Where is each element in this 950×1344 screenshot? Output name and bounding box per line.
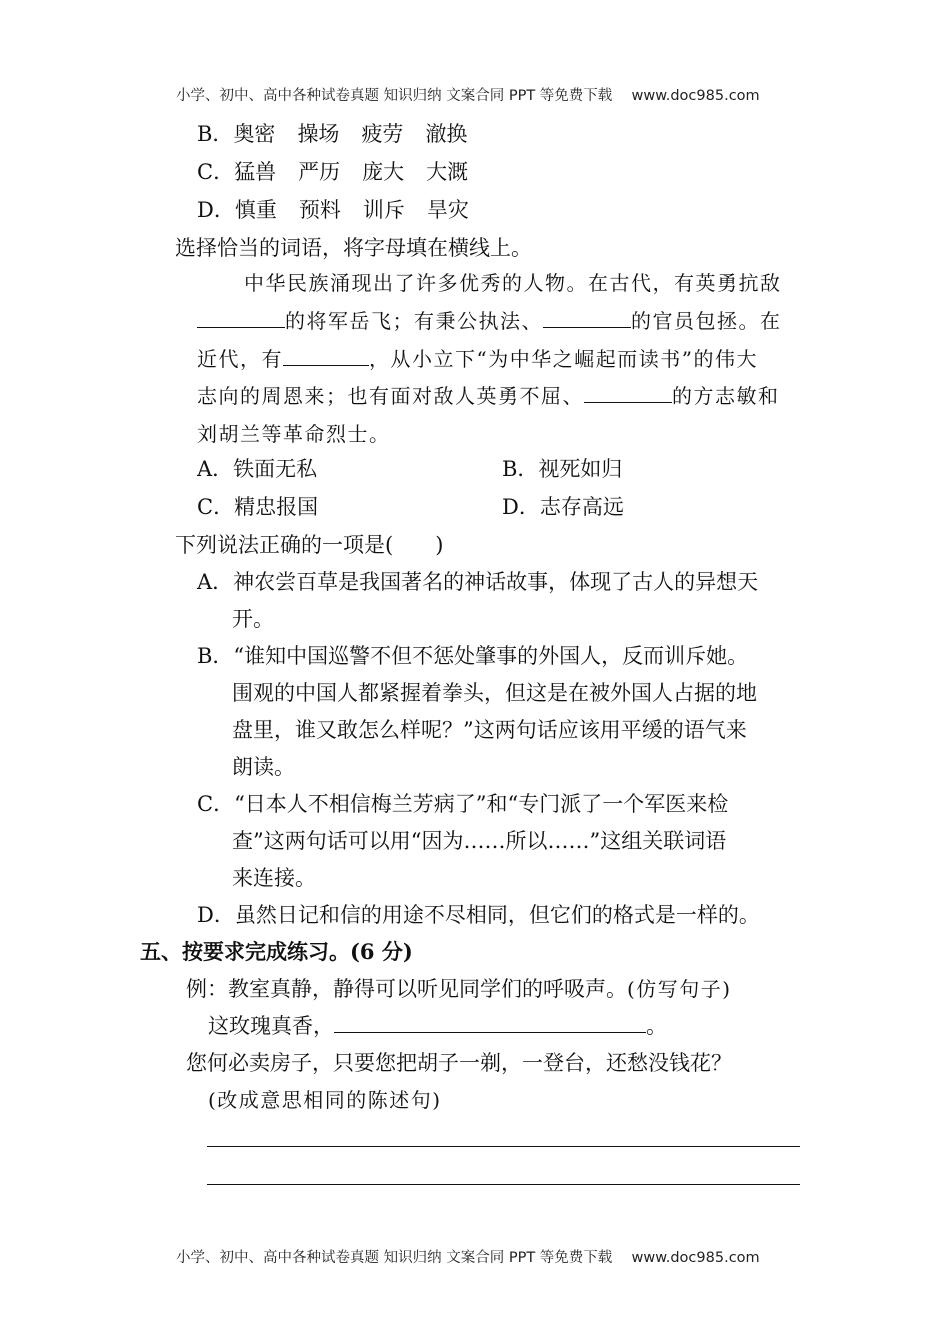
passage-text: ，从小立下“为中华之崛起而读书”的伟大 <box>369 347 758 371</box>
answer-line[interactable] <box>207 1146 800 1147</box>
answer-blank[interactable] <box>334 1012 646 1033</box>
correct-option-a-line-1: A．神农尝百草是我国著名的神话故事，体现了古人的异想天 <box>197 570 759 594</box>
passage-text: 的官员包拯。在 <box>631 309 782 333</box>
sentence-end: 。 <box>646 1014 667 1038</box>
footer-url: www.doc985.com <box>631 1250 760 1266</box>
correct-option-a-line-2: 开。 <box>232 607 274 631</box>
word-option-b <box>197 119 467 149</box>
correct-option-c-line-3: 来连接。 <box>232 866 316 890</box>
section-five-title: 五、按要求完成练习。(6 分) <box>140 939 413 964</box>
answer-blank[interactable] <box>584 382 672 403</box>
header-text: 小学、初中、高中各种试卷真题 知识归纳 文案合同 PPT 等免费下载 <box>176 88 613 104</box>
fill-option-c: C．精忠报国 <box>197 495 319 519</box>
example-note: (仿写句子) <box>627 977 732 1001</box>
rewrite-question: 您何必卖房子，只要您把胡子一剃，一登台，还愁没钱花？ <box>186 1051 732 1075</box>
fill-passage-line-4 <box>197 381 780 411</box>
option-label: D． <box>197 198 235 222</box>
fill-passage-line-3 <box>197 344 758 374</box>
page-footer <box>176 1246 760 1267</box>
answer-blank[interactable] <box>543 307 631 328</box>
correct-question-stem: 下列说法正确的一项是( ) <box>175 533 444 557</box>
word: 澈换 <box>425 122 468 146</box>
answer-blank[interactable] <box>283 345 369 366</box>
word: 奥密 <box>233 122 276 146</box>
header-url: www.doc985.com <box>631 88 760 104</box>
footer-text: 小学、初中、高中各种试卷真题 知识归纳 文案合同 PPT 等免费下载 <box>176 1250 613 1266</box>
word-option-c <box>197 157 468 187</box>
rewrite-note: (改成意思相同的陈述句) <box>208 1088 442 1112</box>
fill-passage-line-2 <box>197 306 782 336</box>
passage-text: 的方志敏和 <box>672 384 780 408</box>
page-header <box>176 84 760 105</box>
correct-option-b-line-3: 盘里，谁又敢怎么样呢？”这两句话应该用平缓的语气来 <box>232 718 747 742</box>
answer-blank[interactable] <box>197 307 285 328</box>
word: 慎重 <box>234 198 277 222</box>
fill-option-d: D．志存高远 <box>502 495 624 519</box>
passage-text: 近代，有 <box>197 347 283 371</box>
word: 严历 <box>298 160 341 184</box>
word: 庞大 <box>362 160 405 184</box>
word: 操场 <box>297 122 340 146</box>
fill-passage-line-5: 刘胡兰等革命烈士。 <box>197 422 391 446</box>
word: 旱灾 <box>426 198 469 222</box>
correct-option-b-line-1: B．“谁知中国巡警不但不惩处肇事的外国人，反而训斥她。 <box>197 644 749 668</box>
correct-option-b-line-4: 朗读。 <box>232 755 295 779</box>
imitation-sentence <box>208 1011 667 1041</box>
word: 预料 <box>298 198 341 222</box>
correct-option-d-line-1: D．虽然日记和信的用途不尽相同，但它们的格式是一样的。 <box>197 903 760 927</box>
correct-option-c-line-2: 查”这两句话可以用“因为……所以……”这组关联词语 <box>232 829 727 853</box>
fill-option-b: B．视死如归 <box>502 457 623 481</box>
sentence-start: 这玫瑰真香， <box>208 1014 334 1038</box>
example-text: 例：教室真静，静得可以听见同学们的呼吸声。 <box>186 977 627 1001</box>
word: 训斥 <box>362 198 405 222</box>
correct-option-b-line-2: 围观的中国人都紧握着拳头，但这是在被外国人占据的地 <box>232 681 757 705</box>
fill-instruction: 选择恰当的词语，将字母填在横线上。 <box>175 236 532 260</box>
passage-text: 志向的周恩来；也有面对敌人英勇不屈、 <box>197 384 584 408</box>
option-label: B． <box>197 122 234 146</box>
word: 大溉 <box>426 160 469 184</box>
fill-option-a: A．铁面无私 <box>197 457 318 481</box>
word: 疲劳 <box>361 122 404 146</box>
answer-line[interactable] <box>207 1184 800 1185</box>
passage-text: 的将军岳飞；有秉公执法、 <box>285 309 543 333</box>
example-sentence <box>186 974 732 1004</box>
fill-passage-line-1: 中华民族涌现出了许多优秀的人物。在古代，有英勇抗敌 <box>244 271 782 295</box>
word-option-d <box>197 195 469 225</box>
correct-option-c-line-1: C．“日本人不相信梅兰芳病了”和“专门派了一个军医来检 <box>197 792 729 816</box>
word: 猛兽 <box>234 160 277 184</box>
option-label: C． <box>197 160 235 184</box>
